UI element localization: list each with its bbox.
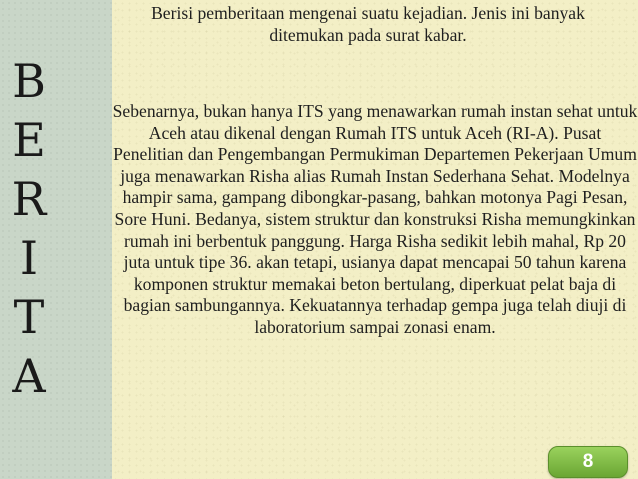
title-letter: I [19, 231, 39, 285]
title-letter: A [12, 349, 46, 403]
title-letter: B [12, 54, 46, 108]
title-letter: E [12, 113, 46, 167]
title-letter: R [11, 172, 47, 226]
sidebar [0, 0, 112, 479]
definition-text: Berisi pemberitaan mengenai suatu kejadian. Jenis ini banyak ditemukan pada surat kabar. [151, 3, 585, 45]
page-number-badge: 8 [548, 446, 628, 478]
vertical-title [0, 52, 112, 406]
title-letter: T [13, 290, 45, 344]
body-paragraph: Sebenarnya, bukan hanya ITS yang menawarkan rumah instan sehat untuk Aceh atau dikenal dengan Rumah ITS untuk Aceh (RI-A). Pusat Penelitian dan Pengembangan Permukiman Departemen Pekerjaan Umum juga menawarkan Risha alias Rumah Instan Sederhana Sehat. Modelnya hampir sama, gampang dibongkar-pasang, bahkan motonya Pagi Pesan, Sore Huni. Bedanya, sistem struktur dan konstruksi Risha memungkinkan rumah ini berbentuk panggung. Harga Risha sedikit lebih mahal, Rp 20 juta untuk tipe 36. akan tetapi, usianya dapat mencapai 50 tahun karena komponen struktur memakai beton bertulang, diperkuat pelat baja di bagian sambungannya. Kekuatannya terhadap gempa juga telah diuji di laboratorium sampai zonasi enam. [112, 101, 638, 337]
